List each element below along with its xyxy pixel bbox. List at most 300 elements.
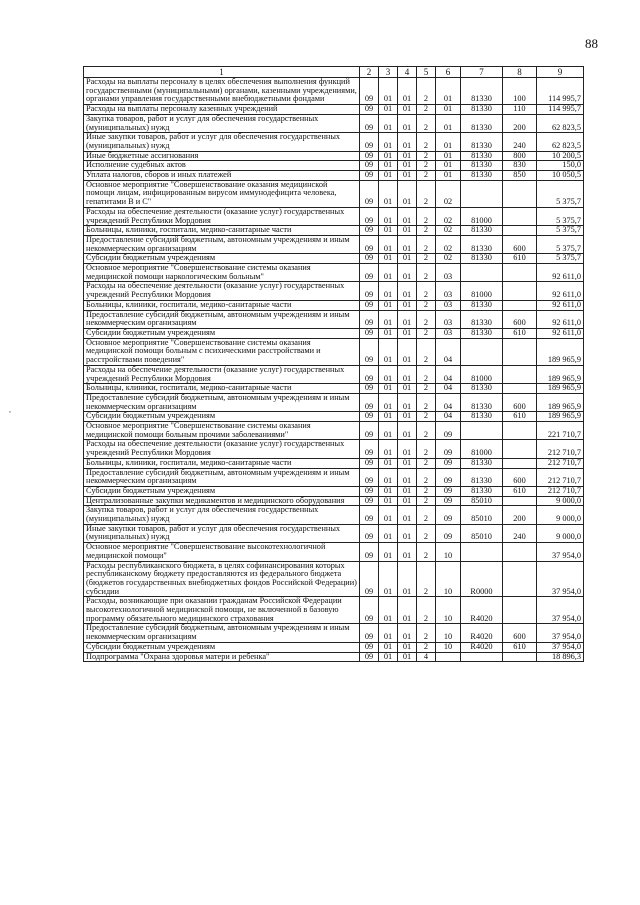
row-code-ministry: 09 — [360, 226, 379, 236]
table-row — [84, 310, 584, 328]
row-code-program: 2 — [417, 561, 436, 597]
row-code-program: 2 — [417, 440, 436, 458]
row-code-ministry: 09 — [360, 365, 379, 383]
row-code-direction: R4020 — [461, 624, 503, 642]
row-code-event — [436, 652, 461, 662]
row-code-ministry: 09 — [360, 624, 379, 642]
table-row — [84, 114, 584, 132]
row-code-subsection: 01 — [398, 506, 417, 524]
row-code-subsection: 01 — [398, 412, 417, 422]
row-code-subsection: 01 — [398, 254, 417, 264]
row-code-type: 110 — [503, 105, 537, 115]
row-code-subsection: 01 — [398, 264, 417, 282]
row-amount: 221 710,7 — [537, 422, 584, 440]
row-code-subsection: 01 — [398, 543, 417, 561]
table-row — [84, 180, 584, 207]
row-code-section: 01 — [379, 652, 398, 662]
row-amount: 92 611,0 — [537, 300, 584, 310]
row-code-type: 610 — [503, 642, 537, 652]
row-code-direction: 81330 — [461, 254, 503, 264]
row-description: Больницы, клиники, госпитали, медико-санитарные части — [84, 300, 360, 310]
row-code-program: 2 — [417, 171, 436, 181]
row-code-type — [503, 496, 537, 506]
table-row — [84, 282, 584, 300]
row-code-direction: 81330 — [461, 300, 503, 310]
row-code-type: 600 — [503, 624, 537, 642]
row-description: Основное мероприятие "Совершенствование высокотехнологичной медицинской помощи" — [84, 543, 360, 561]
row-code-subsection: 01 — [398, 78, 417, 105]
row-code-direction: 81330 — [461, 486, 503, 496]
row-code-subsection: 01 — [398, 282, 417, 300]
row-amount: 114 995,7 — [537, 105, 584, 115]
row-code-section: 01 — [379, 468, 398, 486]
row-amount: 189 965,9 — [537, 393, 584, 411]
row-code-section: 01 — [379, 393, 398, 411]
row-code-section: 01 — [379, 496, 398, 506]
row-code-event: 01 — [436, 78, 461, 105]
row-code-direction: 81330 — [461, 105, 503, 115]
budget-table — [83, 66, 584, 662]
row-code-event: 09 — [436, 496, 461, 506]
row-code-subsection: 01 — [398, 597, 417, 624]
row-code-type — [503, 561, 537, 597]
table-row — [84, 652, 584, 662]
row-code-type: 600 — [503, 235, 537, 253]
row-code-event: 01 — [436, 171, 461, 181]
row-description: Основное мероприятие "Совершенствование оказания медицинской помощи лицам, инфицированным вирусом иммунодефицита человека, гепатитами В и С" — [84, 180, 360, 207]
row-amount: 37 954,0 — [537, 543, 584, 561]
row-code-section: 01 — [379, 543, 398, 561]
row-code-program: 2 — [417, 161, 436, 171]
table-row — [84, 264, 584, 282]
row-description: Расходы на обеспечение деятельности (оказание услуг) государственных учреждений Республики Мордовия — [84, 207, 360, 225]
table-row — [84, 235, 584, 253]
row-code-event: 03 — [436, 282, 461, 300]
row-description: Расходы на обеспечение деятельности (оказание услуг) государственных учреждений Республики Мордовия — [84, 365, 360, 383]
row-description: Закупка товаров, работ и услуг для обеспечения государственных (муниципальных) нужд — [84, 114, 360, 132]
table-row — [84, 207, 584, 225]
row-code-type — [503, 384, 537, 394]
row-code-subsection: 01 — [398, 114, 417, 132]
table-row — [84, 338, 584, 365]
row-code-direction: 81330 — [461, 78, 503, 105]
row-description: Основное мероприятие "Совершенствование системы оказания медицинской помощи наркологическим больным" — [84, 264, 360, 282]
row-code-event: 10 — [436, 624, 461, 642]
row-code-ministry: 09 — [360, 597, 379, 624]
row-code-ministry: 09 — [360, 384, 379, 394]
row-code-ministry: 09 — [360, 561, 379, 597]
row-code-program: 2 — [417, 133, 436, 151]
row-code-subsection: 01 — [398, 468, 417, 486]
row-amount: 18 896,3 — [537, 652, 584, 662]
row-code-subsection: 01 — [398, 384, 417, 394]
row-code-ministry: 09 — [360, 264, 379, 282]
row-code-ministry: 09 — [360, 506, 379, 524]
row-code-section: 01 — [379, 282, 398, 300]
row-description: Предоставление субсидий бюджетным, автономным учреждениям и иным некоммерческим организациям — [84, 624, 360, 642]
table-row — [84, 300, 584, 310]
row-code-type — [503, 422, 537, 440]
row-code-program: 2 — [417, 254, 436, 264]
row-code-section: 01 — [379, 264, 398, 282]
table-row — [84, 642, 584, 652]
row-code-ministry: 09 — [360, 440, 379, 458]
row-code-program: 2 — [417, 78, 436, 105]
row-description: Расходы на обеспечение деятельности (оказание услуг) государственных учреждений Республики Мордовия — [84, 440, 360, 458]
row-code-type — [503, 207, 537, 225]
row-code-direction: 81330 — [461, 151, 503, 161]
row-code-ministry: 09 — [360, 412, 379, 422]
row-description: Предоставление субсидий бюджетным, автономным учреждениям и иным некоммерческим организациям — [84, 235, 360, 253]
table-row — [84, 597, 584, 624]
row-amount: 189 965,9 — [537, 365, 584, 383]
row-code-program: 2 — [417, 180, 436, 207]
column-header: 7 — [461, 67, 503, 78]
row-code-section: 01 — [379, 133, 398, 151]
row-amount: 10 050,5 — [537, 171, 584, 181]
table-row — [84, 440, 584, 458]
row-code-program: 2 — [417, 384, 436, 394]
row-code-event: 01 — [436, 133, 461, 151]
row-code-section: 01 — [379, 506, 398, 524]
row-code-section: 01 — [379, 561, 398, 597]
row-description: Субсидии бюджетным учреждениям — [84, 328, 360, 338]
row-description: Субсидии бюджетным учреждениям — [84, 642, 360, 652]
table-row — [84, 624, 584, 642]
row-code-subsection: 01 — [398, 171, 417, 181]
row-description: Расходы на обеспечение деятельности (оказание услуг) государственных учреждений Республики Мордовия — [84, 282, 360, 300]
row-code-direction: 81330 — [461, 171, 503, 181]
row-code-subsection: 01 — [398, 652, 417, 662]
row-code-ministry: 09 — [360, 282, 379, 300]
row-description: Расходы республиканского бюджета, в целях софинансирования которых республиканскому бюджету предоставляются из федерального бюджета (бюджетов государственных внебюджетных фондов Российской Федерации) субсидии — [84, 561, 360, 597]
row-code-direction: 81330 — [461, 133, 503, 151]
row-code-ministry: 09 — [360, 642, 379, 652]
row-code-subsection: 01 — [398, 642, 417, 652]
row-code-direction: 81330 — [461, 226, 503, 236]
row-code-program: 2 — [417, 412, 436, 422]
row-code-direction: 85010 — [461, 524, 503, 542]
row-code-program: 2 — [417, 226, 436, 236]
row-code-direction: 81330 — [461, 310, 503, 328]
row-description: Расходы, возникающие при оказании гражданам Российской Федерации высокотехнологичной медицинской помощи, не включенной в базовую программу обязательного медицинского страхования — [84, 597, 360, 624]
row-code-section: 01 — [379, 384, 398, 394]
row-code-type: 610 — [503, 486, 537, 496]
row-code-section: 01 — [379, 151, 398, 161]
row-code-event: 01 — [436, 114, 461, 132]
row-code-type: 240 — [503, 524, 537, 542]
row-amount: 212 710,7 — [537, 486, 584, 496]
row-description: Подпрограмма "Охрана здоровья матери и ребенка" — [84, 652, 360, 662]
row-code-program: 2 — [417, 506, 436, 524]
row-code-event: 10 — [436, 543, 461, 561]
row-code-section: 01 — [379, 226, 398, 236]
row-description: Больницы, клиники, госпитали, медико-санитарные части — [84, 458, 360, 468]
table-row — [84, 506, 584, 524]
row-description: Иные бюджетные ассигнования — [84, 151, 360, 161]
row-code-subsection: 01 — [398, 300, 417, 310]
row-code-ministry: 09 — [360, 133, 379, 151]
row-code-event: 02 — [436, 180, 461, 207]
row-code-event: 02 — [436, 254, 461, 264]
page-number: 88 — [585, 36, 598, 51]
row-code-ministry: 09 — [360, 338, 379, 365]
row-amount: 212 710,7 — [537, 440, 584, 458]
row-description: Расходы на выплаты персоналу в целях обеспечения выполнения функций государственными (муниципальными) органами, казенными учреждениями, органами управления государственными внебюджетными фондами — [84, 78, 360, 105]
row-code-program: 2 — [417, 114, 436, 132]
table-row — [84, 133, 584, 151]
row-code-subsection: 01 — [398, 496, 417, 506]
row-code-program: 2 — [417, 282, 436, 300]
row-code-ministry: 09 — [360, 161, 379, 171]
row-code-subsection: 01 — [398, 235, 417, 253]
row-code-direction — [461, 422, 503, 440]
row-code-section: 01 — [379, 78, 398, 105]
row-code-section: 01 — [379, 365, 398, 383]
row-code-program: 2 — [417, 300, 436, 310]
row-code-type: 800 — [503, 151, 537, 161]
row-code-event: 09 — [436, 506, 461, 524]
row-code-type — [503, 180, 537, 207]
row-code-program: 2 — [417, 486, 436, 496]
row-code-type: 200 — [503, 114, 537, 132]
row-code-program: 2 — [417, 543, 436, 561]
row-code-section: 01 — [379, 412, 398, 422]
row-code-type: 850 — [503, 171, 537, 181]
row-code-program: 2 — [417, 524, 436, 542]
row-code-ministry: 09 — [360, 328, 379, 338]
row-code-section: 01 — [379, 440, 398, 458]
table-row — [84, 78, 584, 105]
row-amount: 92 611,0 — [537, 328, 584, 338]
row-code-program: 2 — [417, 207, 436, 225]
row-code-section: 01 — [379, 422, 398, 440]
row-description: Субсидии бюджетным учреждениям — [84, 486, 360, 496]
table-row — [84, 328, 584, 338]
row-code-subsection: 01 — [398, 561, 417, 597]
row-description: Субсидии бюджетным учреждениям — [84, 254, 360, 264]
row-code-section: 01 — [379, 486, 398, 496]
row-code-program: 2 — [417, 496, 436, 506]
row-code-type: 600 — [503, 310, 537, 328]
table-row — [84, 226, 584, 236]
row-code-program: 2 — [417, 310, 436, 328]
row-code-section: 01 — [379, 624, 398, 642]
row-code-subsection: 01 — [398, 226, 417, 236]
row-code-ministry: 09 — [360, 114, 379, 132]
row-amount: 189 965,9 — [537, 384, 584, 394]
table-row — [84, 422, 584, 440]
row-code-direction: 85010 — [461, 506, 503, 524]
row-code-direction: 81000 — [461, 365, 503, 383]
row-code-event: 04 — [436, 365, 461, 383]
row-code-section: 01 — [379, 207, 398, 225]
row-code-event: 09 — [436, 486, 461, 496]
row-code-event: 02 — [436, 235, 461, 253]
row-code-section: 01 — [379, 338, 398, 365]
row-code-type: 610 — [503, 328, 537, 338]
row-code-ministry: 09 — [360, 235, 379, 253]
row-code-subsection: 01 — [398, 422, 417, 440]
row-code-section: 01 — [379, 254, 398, 264]
row-code-section: 01 — [379, 114, 398, 132]
row-code-program: 2 — [417, 235, 436, 253]
row-code-section: 01 — [379, 524, 398, 542]
row-code-section: 01 — [379, 458, 398, 468]
row-code-direction: R4020 — [461, 597, 503, 624]
row-code-type — [503, 458, 537, 468]
row-code-subsection: 01 — [398, 161, 417, 171]
column-header: 9 — [537, 67, 584, 78]
row-code-section: 01 — [379, 328, 398, 338]
row-description: Исполнение судебных актов — [84, 161, 360, 171]
row-code-direction: 81330 — [461, 384, 503, 394]
row-code-event: 10 — [436, 561, 461, 597]
row-code-event: 01 — [436, 105, 461, 115]
row-code-event: 03 — [436, 264, 461, 282]
row-amount: 150,0 — [537, 161, 584, 171]
row-description: Больницы, клиники, госпитали, медико-санитарные части — [84, 226, 360, 236]
row-code-event: 10 — [436, 642, 461, 652]
row-code-direction — [461, 338, 503, 365]
row-code-subsection: 01 — [398, 180, 417, 207]
row-amount: 92 611,0 — [537, 282, 584, 300]
row-code-direction: R4020 — [461, 642, 503, 652]
table-row — [84, 486, 584, 496]
row-code-event: 03 — [436, 310, 461, 328]
row-code-ministry: 09 — [360, 458, 379, 468]
row-amount: 92 611,0 — [537, 310, 584, 328]
table-row — [84, 365, 584, 383]
row-code-program: 2 — [417, 422, 436, 440]
row-description: Закупка товаров, работ и услуг для обеспечения государственных (муниципальных) нужд — [84, 506, 360, 524]
table-row — [84, 543, 584, 561]
row-code-subsection: 01 — [398, 458, 417, 468]
row-code-type — [503, 440, 537, 458]
row-code-subsection: 01 — [398, 207, 417, 225]
column-header: 8 — [503, 67, 537, 78]
row-amount: 92 611,0 — [537, 264, 584, 282]
row-description: Больницы, клиники, госпитали, медико-санитарные части — [84, 384, 360, 394]
row-code-program: 2 — [417, 624, 436, 642]
row-code-event: 09 — [436, 422, 461, 440]
row-code-type: 610 — [503, 254, 537, 264]
row-description: Уплата налогов, сборов и иных платежей — [84, 171, 360, 181]
row-code-subsection: 01 — [398, 486, 417, 496]
row-amount: 62 823,5 — [537, 114, 584, 132]
row-description: Иные закупки товаров, работ и услуг для обеспечения государственных (муниципальных) нужд — [84, 524, 360, 542]
row-code-type: 610 — [503, 412, 537, 422]
row-amount: 9 000,0 — [537, 496, 584, 506]
row-code-ministry: 09 — [360, 468, 379, 486]
row-code-direction: 81330 — [461, 412, 503, 422]
row-code-subsection: 01 — [398, 624, 417, 642]
row-description: Основное мероприятие "Совершенствование системы оказания медицинской помощи больным прочими заболеваниями" — [84, 422, 360, 440]
table-row — [84, 105, 584, 115]
row-amount: 37 954,0 — [537, 597, 584, 624]
row-code-ministry: 09 — [360, 254, 379, 264]
row-amount: 189 965,9 — [537, 338, 584, 365]
row-code-direction — [461, 180, 503, 207]
row-code-subsection: 01 — [398, 365, 417, 383]
row-description: Предоставление субсидий бюджетным, автономным учреждениям и иным некоммерческим организациям — [84, 468, 360, 486]
row-code-ministry: 09 — [360, 652, 379, 662]
row-code-section: 01 — [379, 642, 398, 652]
row-amount: 5 375,7 — [537, 254, 584, 264]
row-code-ministry: 09 — [360, 496, 379, 506]
row-amount: 5 375,7 — [537, 180, 584, 207]
row-code-subsection: 01 — [398, 105, 417, 115]
row-description: Основное мероприятие "Совершенствование системы оказания медицинской помощи больным с психическими расстройствами и расстройствами поведения" — [84, 338, 360, 365]
row-code-event: 01 — [436, 151, 461, 161]
row-code-section: 01 — [379, 597, 398, 624]
table-row — [84, 524, 584, 542]
row-code-type — [503, 264, 537, 282]
table-row — [84, 468, 584, 486]
row-code-type — [503, 597, 537, 624]
row-code-ministry: 09 — [360, 310, 379, 328]
row-code-ministry: 09 — [360, 393, 379, 411]
row-code-section: 01 — [379, 171, 398, 181]
row-description: Предоставление субсидий бюджетным, автономным учреждениям и иным некоммерческим организациям — [84, 393, 360, 411]
row-amount: 212 710,7 — [537, 458, 584, 468]
row-code-type: 100 — [503, 78, 537, 105]
row-code-program: 2 — [417, 458, 436, 468]
row-code-type: 600 — [503, 468, 537, 486]
row-code-direction: 81330 — [461, 468, 503, 486]
row-code-event: 04 — [436, 412, 461, 422]
row-amount: 114 995,7 — [537, 78, 584, 105]
row-code-ministry: 09 — [360, 151, 379, 161]
column-header: 5 — [417, 67, 436, 78]
row-code-subsection: 01 — [398, 393, 417, 411]
row-code-direction — [461, 543, 503, 561]
row-code-program: 2 — [417, 393, 436, 411]
row-amount: 9 000,0 — [537, 524, 584, 542]
row-code-program: 2 — [417, 338, 436, 365]
row-code-direction: 81330 — [461, 458, 503, 468]
row-code-ministry: 09 — [360, 486, 379, 496]
row-code-type — [503, 338, 537, 365]
row-code-event: 09 — [436, 524, 461, 542]
row-amount: 37 954,0 — [537, 624, 584, 642]
row-code-direction: 81000 — [461, 207, 503, 225]
row-code-section: 01 — [379, 105, 398, 115]
row-code-direction: 81330 — [461, 328, 503, 338]
row-code-program: 2 — [417, 328, 436, 338]
row-code-subsection: 01 — [398, 440, 417, 458]
row-description: Иные закупки товаров, работ и услуг для обеспечения государственных (муниципальных) нужд — [84, 133, 360, 151]
row-code-event: 09 — [436, 468, 461, 486]
row-code-section: 01 — [379, 310, 398, 328]
row-amount: 37 954,0 — [537, 642, 584, 652]
row-amount: 5 375,7 — [537, 207, 584, 225]
row-code-direction — [461, 264, 503, 282]
header-row — [84, 67, 584, 78]
row-description: Расходы на выплаты персоналу казенных учреждений — [84, 105, 360, 115]
row-code-event: 01 — [436, 161, 461, 171]
row-code-type — [503, 652, 537, 662]
column-header: 4 — [398, 67, 417, 78]
table-row — [84, 393, 584, 411]
row-code-event: 09 — [436, 458, 461, 468]
row-code-direction: 81330 — [461, 235, 503, 253]
row-code-event: 09 — [436, 440, 461, 458]
row-code-direction — [461, 652, 503, 662]
row-code-ministry: 09 — [360, 422, 379, 440]
row-code-subsection: 01 — [398, 133, 417, 151]
row-code-program: 4 — [417, 652, 436, 662]
